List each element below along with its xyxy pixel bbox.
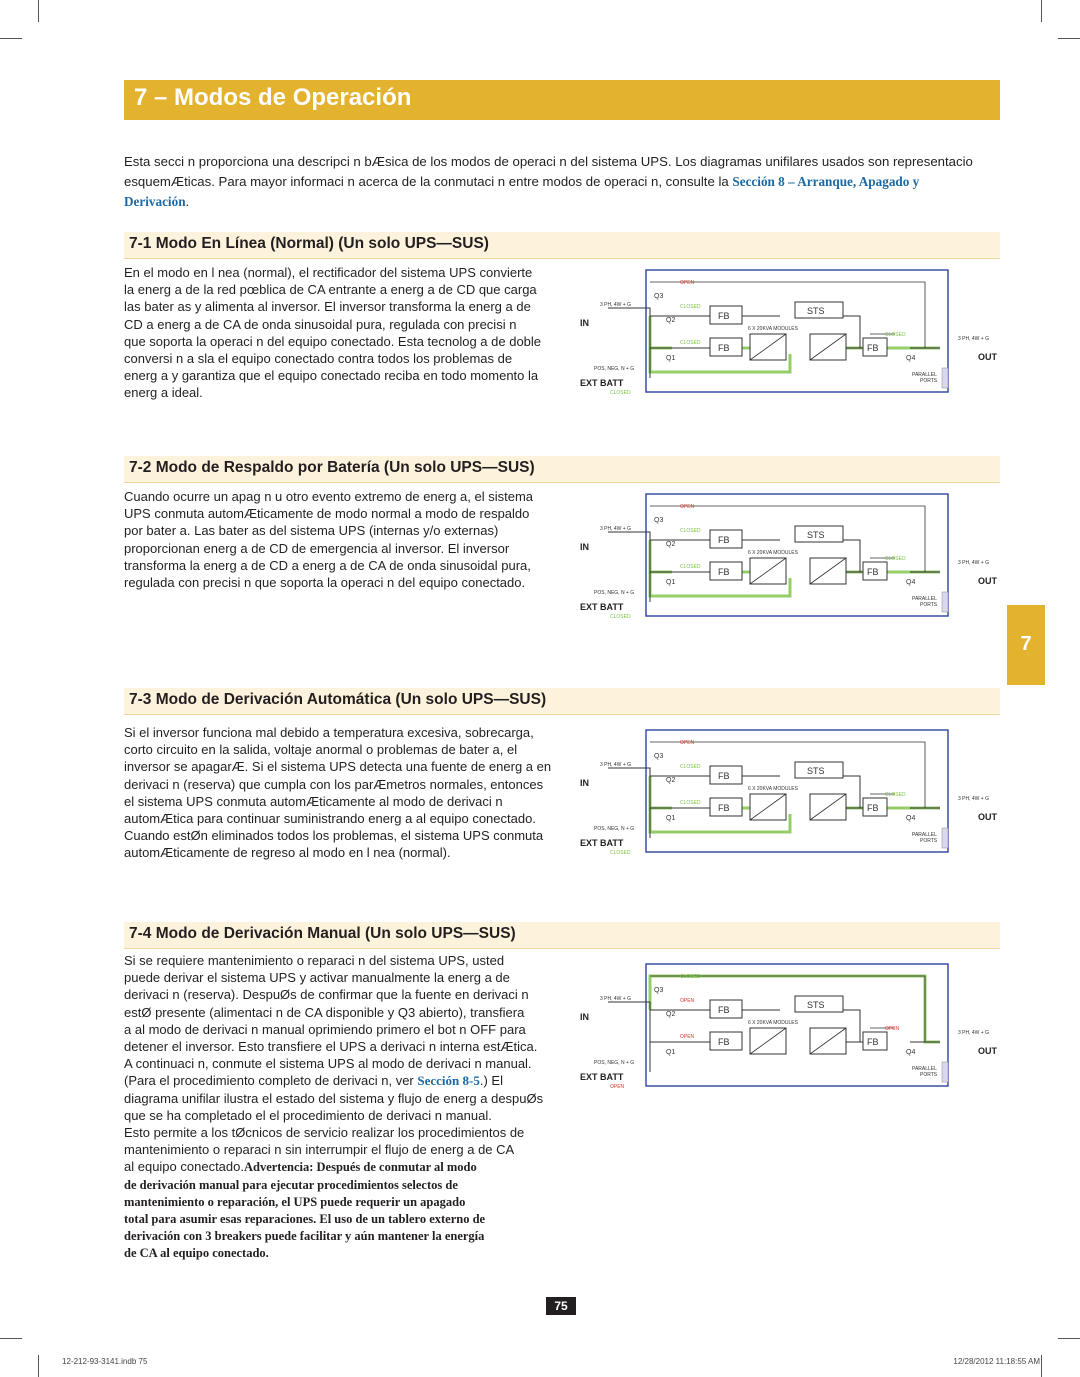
q1-state: CLOSED — [680, 564, 701, 570]
q2-label: Q2 — [666, 1011, 676, 1018]
body-line: el sistema UPS conmuta automÆticamente al modo de derivaci n — [124, 793, 503, 809]
heading-text: 7-2 Modo de Respaldo por Batería (Un solo UPS—SUS) — [129, 459, 535, 476]
q3-state: OPEN — [680, 504, 695, 510]
fb-label: FB — [718, 311, 730, 321]
out-label: OUT — [978, 812, 997, 822]
ports-label: PORTS — [920, 602, 938, 608]
in-label: IN — [580, 778, 589, 788]
heading-text: 7-3 Modo de Derivación Automática (Un solo UPS—SUS) — [129, 691, 547, 708]
q4-label: Q4 — [906, 815, 916, 822]
crop-mark — [0, 1338, 22, 1339]
body-line: A continuaci n, conmute el sistema UPS al modo de derivaci n manual. — [124, 1056, 532, 1072]
chapter-banner — [124, 80, 1000, 120]
fb-label: FB — [718, 567, 730, 577]
in-label: IN — [580, 318, 589, 328]
body-line: (Para el procedimiento completo de derivaci n, ver — [124, 1073, 418, 1089]
body-line: automÆticamente de regreso al modo en l nea (normal). — [124, 845, 451, 861]
one-line-diagram-auto-bypass — [580, 728, 1000, 863]
body-line: a al modo de derivaci n manual oprimiendo primero el bot n OFF para — [124, 1021, 526, 1037]
one-line-diagram-online — [580, 268, 1000, 403]
q4-state: CLOSED — [885, 792, 906, 798]
q3-state: CLOSED — [680, 974, 701, 980]
body-line: UPS conmuta automÆticamente de modo normal a modo de respaldo — [124, 506, 530, 522]
fb-label: FB — [867, 567, 879, 577]
in-spec: 3 PH, 4W + G — [600, 526, 631, 532]
crop-mark — [1041, 0, 1042, 22]
q4-label: Q4 — [906, 355, 916, 362]
q1-label: Q1 — [666, 579, 676, 586]
body-line: Cuando ocurre un apag n u otro evento extremo de energ a, el sistema — [124, 489, 534, 504]
body-line: En el modo en l nea (normal), el rectificador del sistema UPS convierte — [124, 265, 533, 280]
intro-period: . — [185, 194, 190, 209]
fb-label: FB — [867, 1037, 879, 1047]
in-label: IN — [580, 542, 589, 552]
ext-batt-label: EXT BATT — [580, 838, 624, 848]
section-heading-7-2 — [124, 456, 1000, 483]
sts-label: STS — [807, 530, 825, 540]
crop-mark — [38, 1355, 39, 1377]
q3-state: OPEN — [680, 740, 695, 746]
section-heading-7-1 — [124, 232, 1000, 259]
q1-label: Q1 — [666, 355, 676, 362]
body-line: mantenimiento o reparaci n sin interrumpir el flujo de energ a de CA — [124, 1142, 515, 1158]
warning-text: de derivación manual para ejecutar procedimientos selectos de — [124, 1177, 458, 1192]
intro-line: esquemÆticas. Para mayor informaci n acerca de la conmutaci n entre modos de operaci n, consulte la — [124, 174, 733, 189]
intro-line: Esta secci n proporciona una descripci n bÆsica de los modos de operaci n del sistema UPS. Los diagramas unifilares usados son representacio — [124, 154, 973, 169]
footer-file: 12-212-93-3141.indb 75 — [62, 1357, 148, 1366]
out-spec: 3 PH, 4W + G — [958, 796, 989, 802]
fb-label: FB — [718, 1005, 730, 1015]
crop-mark — [1058, 38, 1080, 39]
body-line: derivaci n (reserva) que cumpla con los parÆmetros normales, entonces — [124, 776, 544, 792]
crop-mark — [1041, 1355, 1042, 1377]
q2-state: OPEN — [680, 998, 695, 1004]
q4-state: OPEN — [885, 1026, 900, 1032]
crop-mark — [1058, 1338, 1080, 1339]
modules-label: 6 X 20KVA MODULES — [748, 786, 798, 792]
crop-mark — [0, 38, 22, 39]
body-line: energ a ideal. — [124, 385, 203, 401]
q4-state: CLOSED — [885, 332, 906, 338]
q4-label: Q4 — [906, 1049, 916, 1056]
ext-batt-label: EXT BATT — [580, 602, 624, 612]
parallel-label: PARALLEL — [912, 832, 937, 838]
body-line: derivaci n (reserva). DespuØs de confirmar que la fuente en derivaci n — [124, 987, 529, 1003]
body-line: automÆtica para continuar suministrando energ a al equipo conectado. — [124, 811, 536, 827]
fb-label: FB — [718, 1037, 730, 1047]
body-line: proporcionan energ a de CD de emergencia al inversor. El inversor — [124, 540, 510, 556]
section-7-4-body — [124, 952, 543, 1263]
body-line: al equipo conectado. — [124, 1159, 244, 1175]
warning-text: derivación con 3 breakers puede facilitar y aún mantener la energía — [124, 1229, 485, 1244]
body-line: conversi n a sla el equipo conectado contra todos los problemas de — [124, 351, 513, 367]
body-line: regulada con precisi n que soporta la operaci n del equipo conectado. — [124, 575, 526, 591]
q3-label: Q3 — [654, 293, 664, 300]
parallel-label: PARALLEL — [912, 372, 937, 378]
diagram-svg — [580, 728, 1000, 863]
parallel-label: PARALLEL — [912, 1066, 937, 1072]
battery-spec: POS, NEG, N + G — [594, 590, 635, 596]
body-line: Si se requiere mantenimiento o reparaci n del sistema UPS, usted — [124, 953, 505, 968]
q4-label: Q4 — [906, 579, 916, 586]
in-spec: 3 PH, 4W + G — [600, 302, 631, 308]
q2-label: Q2 — [666, 317, 676, 324]
warning-text: de CA al equipo conectado. — [124, 1246, 269, 1261]
intro-paragraph — [124, 152, 1080, 212]
body-line: Cuando estØn eliminados todos los problemas, el sistema UPS conmuta — [124, 828, 544, 844]
sts-label: STS — [807, 766, 825, 776]
body-line: que soporta la operaci n del equipo conectado. Esta tecnolog a de doble — [124, 333, 542, 349]
ports-label: PORTS — [920, 378, 938, 384]
body-line: CD a energ a de CA de onda sinusoidal pura, regulada con precisi n — [124, 316, 517, 332]
parallel-label: PARALLEL — [912, 596, 937, 602]
heading-text: 7-1 Modo En Línea (Normal) (Un solo UPS—SUS) — [129, 235, 489, 252]
battery-state: OPEN — [610, 1084, 625, 1090]
body-line: por bater a. Las bater as del sistema UPS (internas y/o externas) — [124, 523, 499, 539]
q1-state: CLOSED — [680, 800, 701, 806]
footer-date: 12/28/2012 11:18:55 AM — [953, 1357, 1040, 1366]
section-8-5-link[interactable]: Sección 8-5 — [417, 1073, 480, 1089]
body-line: detener el inversor. Esto transfiere el UPS a derivaci n interna estÆtica. — [124, 1039, 538, 1055]
modules-label: 6 X 20KVA MODULES — [748, 326, 798, 332]
body-line: .) El — [479, 1073, 503, 1089]
warning-text: Advertencia: Después de conmutar al modo — [243, 1160, 477, 1175]
q3-label: Q3 — [654, 987, 664, 994]
body-line: que se ha completado el el procedimiento de derivaci n manual. — [124, 1107, 492, 1123]
chapter-tab-number: 7 — [1020, 633, 1032, 655]
modules-label: 6 X 20KVA MODULES — [748, 550, 798, 556]
diagram-svg — [580, 268, 1000, 403]
out-spec: 3 PH, 4W + G — [958, 560, 989, 566]
q1-label: Q1 — [666, 815, 676, 822]
q2-state: CLOSED — [680, 304, 701, 310]
q4-state: CLOSED — [885, 556, 906, 562]
q1-label: Q1 — [666, 1049, 676, 1056]
body-line: energ a y garantiza que el equipo conectado reciba en todo momento la — [124, 368, 539, 384]
sts-label: STS — [807, 1000, 825, 1010]
q2-state: CLOSED — [680, 528, 701, 534]
section-heading-7-3 — [124, 688, 1000, 715]
body-line: Esto permite a los tØcnicos de servicio realizar los procedimientos de — [124, 1125, 525, 1141]
fb-label: FB — [867, 343, 879, 353]
battery-state: CLOSED — [610, 614, 631, 620]
parallel-port-icon — [942, 592, 948, 612]
section-7-3-body — [124, 724, 551, 862]
in-spec: 3 PH, 4W + G — [600, 996, 631, 1002]
battery-spec: POS, NEG, N + G — [594, 826, 635, 832]
out-spec: 3 PH, 4W + G — [958, 1030, 989, 1036]
chapter-side-tab — [1007, 605, 1045, 685]
sts-label: STS — [807, 306, 825, 316]
body-line: diagrama unifilar ilustra el estado del sistema y flujo de energ a despuØs — [124, 1090, 544, 1106]
body-line: la energ a de la red pœblica de CA entrante a energ a de CD que carga — [124, 282, 537, 298]
fb-label: FB — [718, 803, 730, 813]
q1-state: OPEN — [680, 1034, 695, 1040]
heading-text: 7-4 Modo de Derivación Manual (Un solo UPS—SUS) — [129, 925, 516, 942]
fb-label: FB — [718, 343, 730, 353]
body-line: las bater as y alimenta al inversor. El inversor transforma la energ a de — [124, 299, 531, 315]
in-label: IN — [580, 1012, 589, 1022]
fb-label: FB — [867, 803, 879, 813]
diagram-svg — [580, 962, 1000, 1097]
q3-state: OPEN — [680, 280, 695, 286]
body-line: inversor se apagarÆ. Si el sistema UPS detecta una fuente de energ a en — [124, 759, 552, 775]
warning-text: total para asumir esas reparaciones. El uso de un tablero externo de — [124, 1212, 486, 1227]
one-line-diagram-manual-bypass — [580, 962, 1000, 1097]
fb-label: FB — [718, 771, 730, 781]
out-label: OUT — [978, 1046, 997, 1056]
chapter-title: 7 – Modos de Operación — [134, 84, 412, 111]
parallel-port-icon — [942, 828, 948, 848]
q2-label: Q2 — [666, 541, 676, 548]
ports-label: PORTS — [920, 838, 938, 844]
q2-state: CLOSED — [680, 764, 701, 770]
page-number: 75 — [546, 1297, 576, 1315]
q3-label: Q3 — [654, 753, 664, 760]
crop-mark — [38, 0, 39, 22]
body-line: Si el inversor funciona mal debido a temperatura excesiva, sobrecarga, — [124, 725, 534, 740]
modules-label: 6 X 20KVA MODULES — [748, 1020, 798, 1026]
section-8-link[interactable]: Sección 8 – Arranque, Apagado y — [732, 174, 920, 189]
section-7-2-body — [124, 488, 533, 591]
out-label: OUT — [978, 352, 997, 362]
in-spec: 3 PH, 4W + G — [600, 762, 631, 768]
body-line: corto circuito en la salida, voltaje anormal o problemas de bater a, el — [124, 742, 518, 758]
body-line: estØ presente (alimentaci n de CA disponible y Q3 abierto), transfiera — [124, 1004, 525, 1020]
diagram-svg — [580, 492, 1000, 627]
body-line: puede derivar el sistema UPS y activar manualmente la energ a de — [124, 970, 510, 986]
out-spec: 3 PH, 4W + G — [958, 336, 989, 342]
derivacion-link[interactable]: Derivación — [124, 194, 186, 209]
one-line-diagram-battery — [580, 492, 1000, 627]
q2-label: Q2 — [666, 777, 676, 784]
fb-label: FB — [718, 535, 730, 545]
section-7-1-body — [124, 264, 541, 402]
q3-label: Q3 — [654, 517, 664, 524]
ports-label: PORTS — [920, 1072, 938, 1078]
battery-spec: POS, NEG, N + G — [594, 1060, 635, 1066]
parallel-port-icon — [942, 1062, 948, 1082]
warning-text: mantenimiento o reparación, el UPS puede requerir un apagado — [124, 1194, 466, 1209]
parallel-port-icon — [942, 368, 948, 388]
battery-spec: POS, NEG, N + G — [594, 366, 635, 372]
section-heading-7-4 — [124, 922, 1000, 949]
ext-batt-label: EXT BATT — [580, 378, 624, 388]
q1-state: CLOSED — [680, 340, 701, 346]
body-line: transforma la energ a de CD a energ a de CA de onda sinusoidal pura, — [124, 557, 531, 573]
ext-batt-label: EXT BATT — [580, 1072, 624, 1082]
battery-state: CLOSED — [610, 850, 631, 856]
battery-state: CLOSED — [610, 390, 631, 396]
out-label: OUT — [978, 576, 997, 586]
